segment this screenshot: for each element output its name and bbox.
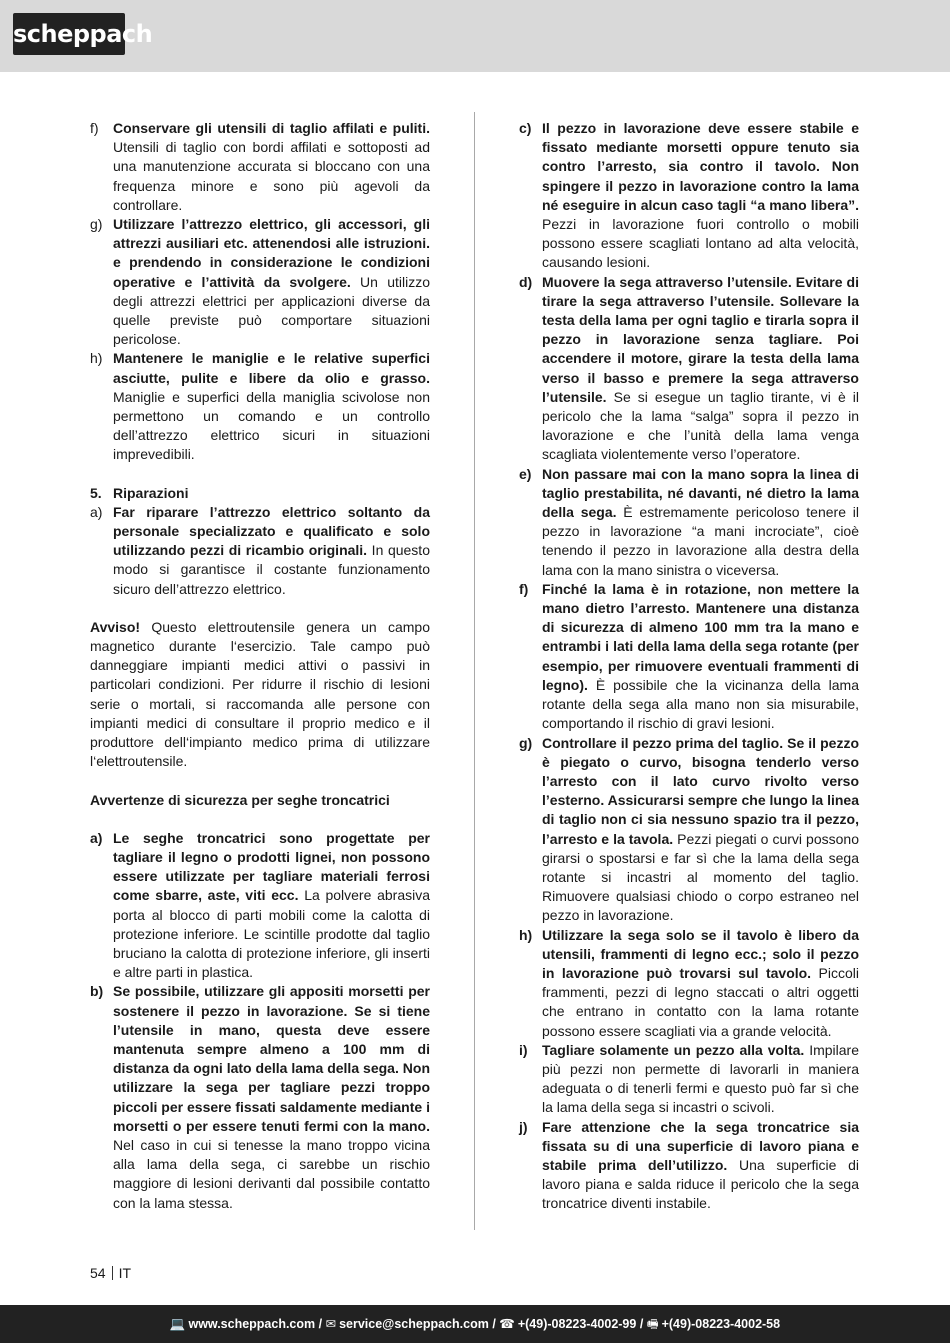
list-item-j xyxy=(519,1118,859,1214)
list-item-c xyxy=(519,119,859,273)
item-bold-text: Utilizzare l’attrezzo elettrico, gli accessori, gli attrezzi ausiliari etc. attenendosi alle istruzioni. e prendendo in considerazione le condizioni operative e l’attività da svolgere. xyxy=(113,216,430,290)
item-bold-text: Mantenere le maniglie e le relative superfici asciutte, pulite e libere da olio e grasso. xyxy=(113,350,430,386)
item-marker: g) xyxy=(519,734,533,751)
item-bold-text: Non passare mai con la mano sopra la linea di taglio prestabilita, né davanti, né dietro la lama della sega. xyxy=(542,465,859,521)
item-text: Piccoli frammenti, pezzi di legno staccati o altri oggetti che entrano in contatto con la lama rotante possono essere scagliati via a grande velocità. xyxy=(542,964,859,1039)
monitor-icon: 💻 xyxy=(169,1317,186,1331)
item-marker: i) xyxy=(519,1041,528,1058)
list-item-a-repairs xyxy=(90,503,430,599)
item-marker: b) xyxy=(90,983,104,1000)
envelope-icon: ✉ xyxy=(325,1317,337,1331)
brand-logo: scheppach xyxy=(13,13,125,55)
item-bold-text: Utilizzare la sega solo se il tavolo è libero da utensili, frammenti di legno ecc.; solo il pezzo in lavorazione può trovarsi sul tavolo. xyxy=(542,926,859,981)
list-item-d xyxy=(519,273,859,465)
section-heading-5 xyxy=(90,484,430,503)
section-title: Riparazioni xyxy=(113,484,189,501)
item-text: Nel caso in cui si tenesse la mano troppo vicina alla lama della sega, ci sarebbe un rischio maggiore di lesioni derivanti dal possibile contatto con la lama stessa. xyxy=(113,1136,430,1211)
item-text: Utensili di taglio con bordi affilati e sottoposti ad una manutenzione accurata si bloccano con una frequenza minore e sono più agevoli da controllare. xyxy=(113,139,430,213)
item-marker: f) xyxy=(90,120,99,136)
page-number xyxy=(90,1264,131,1283)
page-header xyxy=(0,0,950,72)
item-bold-text: Finché la lama è in rotazione, non mettere la mano dietro l’arresto. Mantenere una distanza di sicurezza di almeno 100 mm tra la mano e entrambi i lati della lama della sega rotante (per esempio, per rimuovere eventuali frammenti di legno). xyxy=(542,580,859,693)
website-link[interactable]: www.scheppach.com xyxy=(188,1317,316,1331)
item-marker: f) xyxy=(519,580,529,597)
notice-text: Questo elettroutensile genera un campo magnetico durante l‘esercizio. Tale campo può danneggiare impianti medici attivi o passivi in particolari condizioni. Per ridurre il rischio di lesioni serie o mortali, si raccomanda alle persone con impianti medici di consultare il proprio medico e il produttore dell‘impianto medico prima di utilizzare l‘elettroutensile. xyxy=(90,618,430,770)
phone-icon: ☎ xyxy=(499,1317,515,1331)
column-divider xyxy=(474,112,475,1230)
email-link[interactable]: service@scheppach.com xyxy=(339,1317,489,1331)
list-item-e xyxy=(519,465,859,580)
item-marker: h) xyxy=(519,926,533,943)
item-text: Impilare più pezzi non permette di lavorarli in maniera adeguata o di tenerli fermi e questo può far sì che la lama della sega si incastri o scivoli. xyxy=(542,1041,859,1116)
item-text: Pezzi piegati o curvi possono girarsi o spostarsi e far sì che la lama della sega rotante si incastri al momento del taglio. Rimuovere qualsiasi chiodo o corpo estraneo nel pezzo in lavorazione. xyxy=(542,830,859,924)
item-marker: e) xyxy=(519,465,532,482)
left-column xyxy=(90,119,430,1213)
item-bold-text: Il pezzo in lavorazione deve essere stabile e fissato mediante morsetti oppure tenuto sia contro l’arresto, sia contro il tavolo. Non spingere il pezzo in lavorazione contro la lama né eseguire in alcun caso tagli “a mano libera”. xyxy=(542,120,859,213)
phone-number: +(49)-08223-4002-99 xyxy=(517,1317,637,1331)
list-item-f xyxy=(519,580,859,734)
list-item-f xyxy=(90,119,430,215)
list-item-b xyxy=(90,982,430,1212)
item-marker: h) xyxy=(90,350,103,367)
item-marker: a) xyxy=(90,503,103,520)
list-item-i xyxy=(519,1041,859,1118)
item-text: In questo modo si garantisce il costante funzionamento sicuro dell’attrezzo elettrico. xyxy=(113,542,430,597)
item-text: Maniglie e superfici della maniglia scivolose non permettono un comando e un controllo dell’attrezzo elettrico sicuri in situazioni imprevedibili. xyxy=(113,388,430,463)
item-bold-text: Fare attenzione che la sega troncatrice sia fissata su di una superficie di lavoro piana e stabile prima dell’utilizzo. xyxy=(542,1118,859,1173)
item-text: È possibile che la vicinanza della lama rotante della sega alla mano non sia misurabile, comportando il rischio di gravi lesioni. xyxy=(542,676,859,732)
item-bold-text: Tagliare solamente un pezzo alla volta. xyxy=(542,1041,805,1058)
language-code: IT xyxy=(118,1265,132,1281)
item-text: Se si esegue un taglio tirante, vi è il pericolo che la lama “salga” sopra il pezzo in lavorazione e che l’unità della lama venga scagliata violentemente verso l’operatore. xyxy=(542,388,859,463)
item-text: Pezzi in lavorazione fuori controllo o mobili possono essere scagliati lontano ad alta velocità, causando lesioni. xyxy=(542,216,859,271)
item-marker: c) xyxy=(519,120,532,136)
item-bold-text: Muovere la sega attraverso l’utensile. Evitare di tirare la sega attraverso l’utensile. Sollevare la testa della lama per ogni taglio e tirarla sopra il pezzo in lavorazione senza tagliare. Poi accendere il motore, girare la testa della lama verso il basso e premere la sega attraverso l’utensile. xyxy=(542,273,859,405)
item-marker: d) xyxy=(519,273,533,290)
list-item-a xyxy=(90,829,430,983)
notice-paragraph xyxy=(90,618,430,772)
item-marker: g) xyxy=(90,216,103,233)
item-bold-text: Le seghe troncatrici sono progettate per tagliare il legno o prodotti lignei, non possono essere utilizzate per tagliare materiali ferrosi come sbarre, aste, viti ecc. xyxy=(113,829,430,904)
section-heading: Avvertenze di sicurezza per seghe troncatrici xyxy=(90,791,390,808)
contact-footer: 💻 www.scheppach.com / ✉ service@scheppach.com / ☎ +(49)-08223-4002-99 / 🖷 +(49)-08223-4002-58 xyxy=(0,1305,950,1343)
section-number: 5. xyxy=(90,484,102,501)
item-text: La polvere abrasiva porta al blocco di parti mobili come la calotta di protezione inferiore. Le scintille prodotte dal taglio bruciano la calotta di protezione inferiore, gli inserti e altre parti in plastica. xyxy=(113,887,431,981)
notice-label: Avviso! xyxy=(90,618,141,635)
fax-number: +(49)-08223-4002-58 xyxy=(661,1317,781,1331)
list-item-g xyxy=(90,215,430,349)
item-bold-text: Far riparare l’attrezzo elettrico soltanto da personale specializzato e qualificato e solo utilizzando pezzi di ricambio originali. xyxy=(113,503,430,559)
item-marker: j) xyxy=(519,1118,528,1135)
item-marker: a) xyxy=(90,829,103,846)
item-text: È estremamente pericoloso tenere il pezzo in lavorazione “a mani incrociate”, cioè tenendo il pezzo in lavorazione alla destra della lama con la mano sinistra o viceversa. xyxy=(542,504,860,578)
list-item-g xyxy=(519,734,859,926)
fax-icon: 🖷 xyxy=(646,1317,659,1331)
list-item-h xyxy=(90,349,430,464)
item-text: Un utilizzo degli attrezzi elettrici per applicazioni diverse da quelle previste può comportare situazioni pericolose. xyxy=(113,273,431,348)
item-bold-text: Conservare gli utensili di taglio affilati e puliti. xyxy=(113,120,430,136)
item-bold-text: Controllare il pezzo prima del taglio. Se il pezzo è piegato o curvo, bisogna tenderlo verso l’arresto con il lato curvo rivolto verso l’esterno. Assicurarsi sempre che lungo la linea di taglio non ci sia nessuno spazio tra il pezzo, l’arresto e la tavola. xyxy=(542,734,859,847)
item-text: Una superficie di lavoro piana e salda riduce il pericolo che la sega troncatrice diventi instabile. xyxy=(542,1156,859,1212)
right-column xyxy=(519,119,859,1214)
item-bold-text: Se possibile, utilizzare gli appositi morsetti per sostenere il pezzo in lavorazione. Se si tiene l’utensile in mano, questa deve essere mantenuta sempre almeno a 100 mm di distanza da ogni lato della lama della sega. Non utilizzare la sega per tagliare pezzi troppo piccoli per essere fissati saldamente mediante i morsetti o per essere tenuti fermi con la mano. xyxy=(113,983,430,1134)
page-number-value: 54 xyxy=(90,1265,106,1281)
list-item-h xyxy=(519,926,859,1041)
